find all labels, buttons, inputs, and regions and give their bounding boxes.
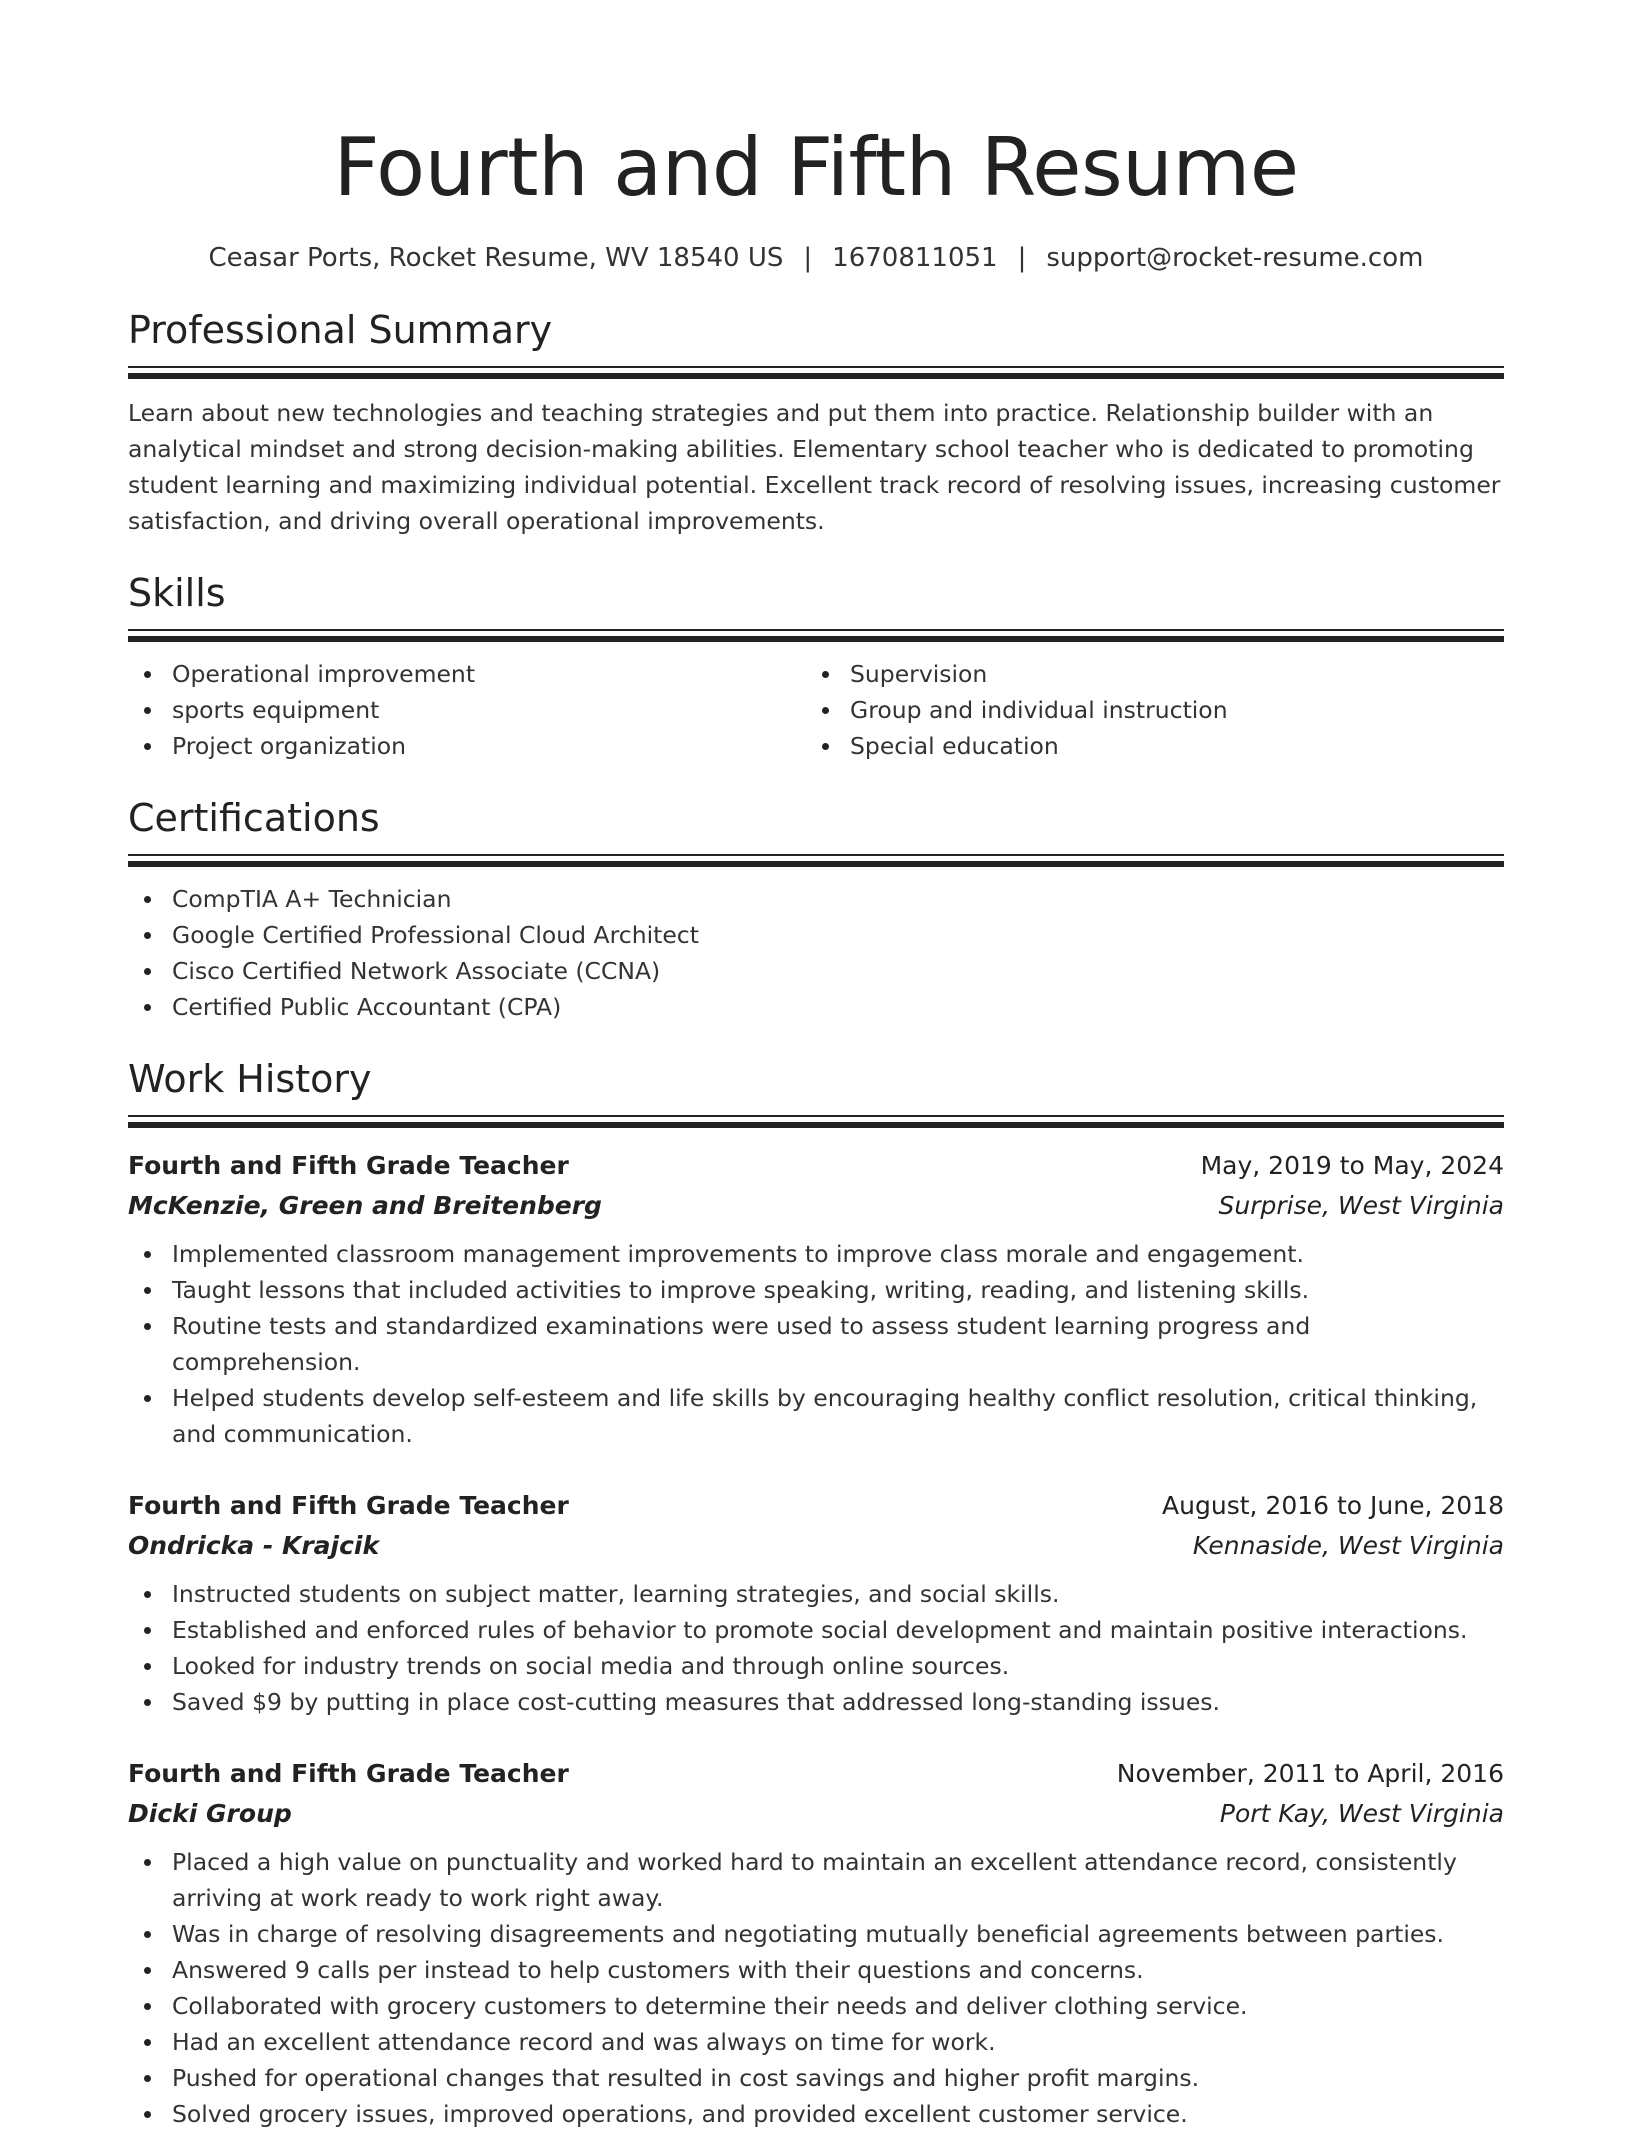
job-bullet: Answered 9 calls per instead to help customers with their questions and concerns. — [128, 1952, 1504, 1988]
skill-item: Operational improvement — [128, 656, 806, 692]
skills-list-right — [806, 656, 1484, 764]
job-bullet: Looked for industry trends on social media and through online sources. — [128, 1648, 1504, 1684]
job-title: Fourth and Fifth Grade Teacher — [128, 1491, 569, 1520]
skill-item: Project organization — [128, 728, 806, 764]
summary-section — [128, 306, 1504, 539]
section-divider — [128, 629, 1504, 642]
contact-separator: | — [803, 243, 813, 273]
summary-text: Learn about new technologies and teaching strategies and put them into practice. Relationship builder with an analytical mindset and strong decision-making abilities. Elementary school teacher who is dedicated to promoting student learning and maximizing individual potential. Excellent track record of resolving issues, increasing customer satisfaction, and driving overall operational improvements. — [128, 399, 1501, 535]
skills-list-left — [128, 656, 806, 764]
resume-name: Fourth and Fifth Resume — [333, 121, 1299, 214]
resume-content — [128, 118, 1504, 2132]
job-bullets — [128, 1236, 1504, 1452]
job-bullets — [128, 1844, 1504, 2132]
certifications-section — [128, 794, 1504, 1025]
certification-item: Cisco Certified Network Associate (CCNA) — [128, 953, 1504, 989]
work-history-section — [128, 1055, 1504, 2132]
skill-item: Group and individual instruction — [806, 692, 1484, 728]
job-company: Ondricka - Krajcik — [128, 1531, 380, 1560]
job-company: McKenzie, Green and Breitenberg — [128, 1191, 602, 1220]
section-title-certifications: Certifications — [128, 796, 380, 840]
job-bullet: Pushed for operational changes that resulted in cost savings and higher profit margins. — [128, 2060, 1504, 2096]
skill-item: Supervision — [806, 656, 1484, 692]
skill-item: sports equipment — [128, 692, 806, 728]
job-dates: November, 2011 to April, 2016 — [1116, 1759, 1504, 1788]
job-bullet: Placed a high value on punctuality and worked hard to maintain an excellent attendance record, consistently arriving at work ready to work right away. — [128, 1844, 1504, 1916]
job-header-row — [128, 1486, 1504, 1526]
job-entry — [128, 1146, 1504, 1452]
job-bullet: Implemented classroom management improvements to improve class morale and engagement. — [128, 1236, 1504, 1272]
certification-item: Google Certified Professional Cloud Architect — [128, 917, 1504, 953]
job-entry — [128, 1754, 1504, 2132]
job-bullet: Routine tests and standardized examinations were used to assess student learning progress and comprehension. — [128, 1308, 1504, 1380]
job-header-row — [128, 1754, 1504, 1794]
job-location: Port Kay, West Virginia — [1219, 1799, 1504, 1828]
skills-grid — [128, 656, 1504, 764]
job-company: Dicki Group — [128, 1799, 292, 1828]
certification-item: CompTIA A+ Technician — [128, 881, 1504, 917]
job-location: Surprise, West Virginia — [1218, 1191, 1504, 1220]
job-bullet: Solved grocery issues, improved operations, and provided excellent customer service. — [128, 2096, 1504, 2132]
job-title: Fourth and Fifth Grade Teacher — [128, 1151, 569, 1180]
section-divider — [128, 1115, 1504, 1128]
job-bullet: Saved $9 by putting in place cost-cutting measures that addressed long-standing issues. — [128, 1684, 1504, 1720]
job-company-row — [128, 1526, 1504, 1566]
section-title-summary: Professional Summary — [128, 308, 553, 352]
job-bullet: Taught lessons that included activities to improve speaking, writing, reading, and listening skills. — [128, 1272, 1504, 1308]
skills-section — [128, 569, 1504, 764]
contact-line — [128, 240, 1504, 276]
section-divider — [128, 854, 1504, 867]
certification-item: Certified Public Accountant (CPA) — [128, 989, 1504, 1025]
contact-separator: | — [1017, 243, 1027, 273]
job-bullet: Collaborated with grocery customers to determine their needs and deliver clothing service. — [128, 1988, 1504, 2024]
section-title-skills: Skills — [128, 571, 226, 615]
job-location: Kennaside, West Virginia — [1192, 1531, 1504, 1560]
job-dates: May, 2019 to May, 2024 — [1200, 1151, 1504, 1180]
job-bullets — [128, 1576, 1504, 1720]
section-title-work-history: Work History — [128, 1057, 372, 1101]
job-bullet: Helped students develop self-esteem and life skills by encouraging healthy conflict resolution, critical thinking, and communication. — [128, 1380, 1504, 1452]
job-dates: August, 2016 to June, 2018 — [1162, 1491, 1504, 1520]
skill-item: Special education — [806, 728, 1484, 764]
job-bullet: Established and enforced rules of behavior to promote social development and maintain positive interactions. — [128, 1612, 1504, 1648]
job-bullet: Was in charge of resolving disagreements and negotiating mutually beneficial agreements between parties. — [128, 1916, 1504, 1952]
job-title: Fourth and Fifth Grade Teacher — [128, 1759, 569, 1788]
contact-phone: 1670811051 — [832, 243, 998, 273]
job-bullet: Instructed students on subject matter, learning strategies, and social skills. — [128, 1576, 1504, 1612]
job-header-row — [128, 1146, 1504, 1186]
section-divider — [128, 366, 1504, 379]
job-bullet: Had an excellent attendance record and was always on time for work. — [128, 2024, 1504, 2060]
job-entry — [128, 1486, 1504, 1720]
certifications-list — [128, 881, 1504, 1025]
job-company-row — [128, 1794, 1504, 1834]
contact-address: Ceasar Ports, Rocket Resume, WV 18540 US — [208, 243, 784, 273]
job-company-row — [128, 1186, 1504, 1226]
contact-email: support@rocket-resume.com — [1046, 243, 1424, 273]
